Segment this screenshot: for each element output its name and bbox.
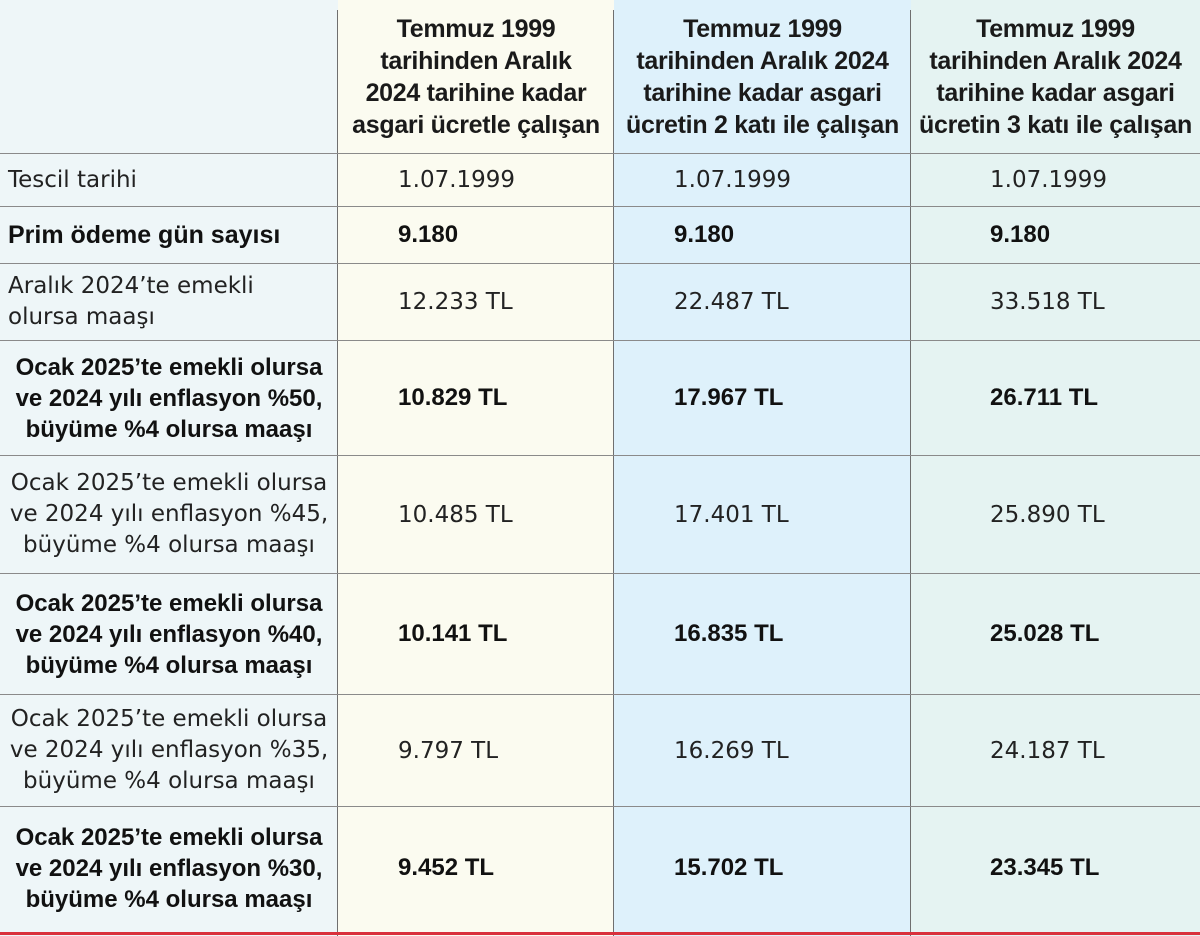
column-divider — [613, 10, 614, 936]
table-cell: 33.518 TL — [990, 289, 1105, 315]
row-label-line: ve 2024 yılı enflasyon %30, — [15, 854, 323, 882]
row-label-line: ve 2024 yılı enflasyon %50, — [15, 384, 323, 412]
table-row — [0, 456, 1200, 573]
table-row — [0, 807, 1200, 929]
table-row — [0, 264, 1200, 340]
table-cell: 10.141 TL — [398, 620, 508, 647]
column-divider — [910, 10, 911, 936]
table-cell: 1.07.1999 — [674, 167, 792, 193]
row-divider — [0, 340, 1200, 341]
header-line: asgari ücretle çalışan — [352, 111, 600, 139]
table-row — [0, 695, 1200, 806]
header-triple-minimum-wage — [911, 12, 1200, 142]
header-line: Temmuz 1999 — [683, 15, 842, 43]
header-line: tarihinden Aralık — [380, 47, 572, 75]
table-cell: 15.702 TL — [674, 854, 784, 881]
table-cell: 17.967 TL — [674, 384, 784, 411]
row-label — [8, 574, 330, 694]
table-cell: 1.07.1999 — [990, 167, 1108, 193]
row-label — [8, 695, 330, 806]
row-label — [8, 807, 330, 929]
header-line: tarihine kadar asgari — [936, 79, 1175, 107]
table-cell: 12.233 TL — [398, 289, 513, 315]
row-divider — [0, 573, 1200, 574]
table-cell: 25.028 TL — [990, 620, 1100, 647]
table-cell: 9.797 TL — [398, 737, 499, 764]
row-label — [8, 264, 330, 340]
row-divider — [0, 806, 1200, 807]
header-line: tarihine kadar asgari — [643, 79, 882, 107]
table-cell: 10.829 TL — [398, 384, 508, 411]
bottom-accent-line — [0, 932, 1200, 935]
header-line: tarihinden Aralık 2024 — [636, 47, 889, 75]
table-row — [0, 207, 1200, 263]
table-cell: 9.180 — [398, 221, 459, 248]
header-double-minimum-wage — [614, 12, 911, 142]
row-label-line: ve 2024 yılı enflasyon %40, — [15, 620, 323, 648]
row-divider — [0, 455, 1200, 456]
column-divider — [337, 10, 338, 936]
table-cell: 9.180 — [990, 221, 1051, 248]
header-line: Temmuz 1999 — [396, 15, 556, 43]
table-cell: 16.269 TL — [674, 737, 789, 764]
header-line: 2024 tarihine kadar — [365, 79, 587, 107]
row-label-line: büyüme %4 olursa maaşı — [23, 532, 315, 558]
row-label — [8, 154, 330, 206]
row-label-line: olursa maaşı — [8, 304, 155, 330]
table-cell: 9.180 — [674, 221, 735, 248]
table-cell: 10.485 TL — [398, 501, 513, 528]
table-row — [0, 341, 1200, 455]
row-label — [8, 341, 330, 455]
row-divider — [0, 694, 1200, 695]
row-label-line: büyüme %4 olursa maaşı — [25, 415, 313, 443]
row-label-line: Prim ödeme gün sayısı — [8, 220, 281, 249]
row-divider — [0, 206, 1200, 207]
row-label-line: Ocak 2025’te emekli olursa — [15, 823, 323, 851]
table-cell: 25.890 TL — [990, 501, 1105, 528]
row-label-line: Ocak 2025’te emekli olursa — [15, 353, 323, 381]
row-divider — [0, 263, 1200, 264]
row-label-line: büyüme %4 olursa maaşı — [25, 885, 313, 913]
table-cell: 9.452 TL — [398, 854, 495, 881]
row-divider — [0, 153, 1200, 154]
row-label-line: Ocak 2025’te emekli olursa — [10, 706, 328, 732]
table-row — [0, 154, 1200, 206]
header-line: ücretin 3 katı ile çalışan — [919, 111, 1192, 139]
row-label — [8, 456, 330, 573]
header-minimum-wage — [338, 12, 614, 142]
row-label-line: büyüme %4 olursa maaşı — [23, 768, 315, 794]
table-cell: 23.345 TL — [990, 854, 1100, 881]
table-row — [0, 574, 1200, 694]
table-cell: 1.07.1999 — [398, 167, 516, 193]
row-label-line: Aralık 2024’te emekli — [8, 273, 254, 299]
row-label-line: Ocak 2025’te emekli olursa — [10, 470, 328, 496]
row-label-line: ve 2024 yılı enflasyon %35, — [9, 737, 329, 763]
table-cell: 22.487 TL — [674, 289, 789, 315]
row-label-line: büyüme %4 olursa maaşı — [25, 651, 313, 679]
row-label-line: ve 2024 yılı enflasyon %45, — [9, 501, 329, 527]
header-line: tarihinden Aralık 2024 — [929, 47, 1182, 75]
row-label — [8, 207, 330, 263]
table-cell: 26.711 TL — [990, 384, 1099, 411]
table-cell: 17.401 TL — [674, 501, 789, 528]
header-line: Temmuz 1999 — [976, 15, 1135, 43]
table-cell: 16.835 TL — [674, 620, 784, 647]
row-label-line: Tescil tarihi — [8, 166, 137, 193]
table-cell: 24.187 TL — [990, 737, 1105, 764]
row-label-line: Ocak 2025’te emekli olursa — [15, 589, 323, 617]
header-line: ücretin 2 katı ile çalışan — [626, 111, 899, 139]
